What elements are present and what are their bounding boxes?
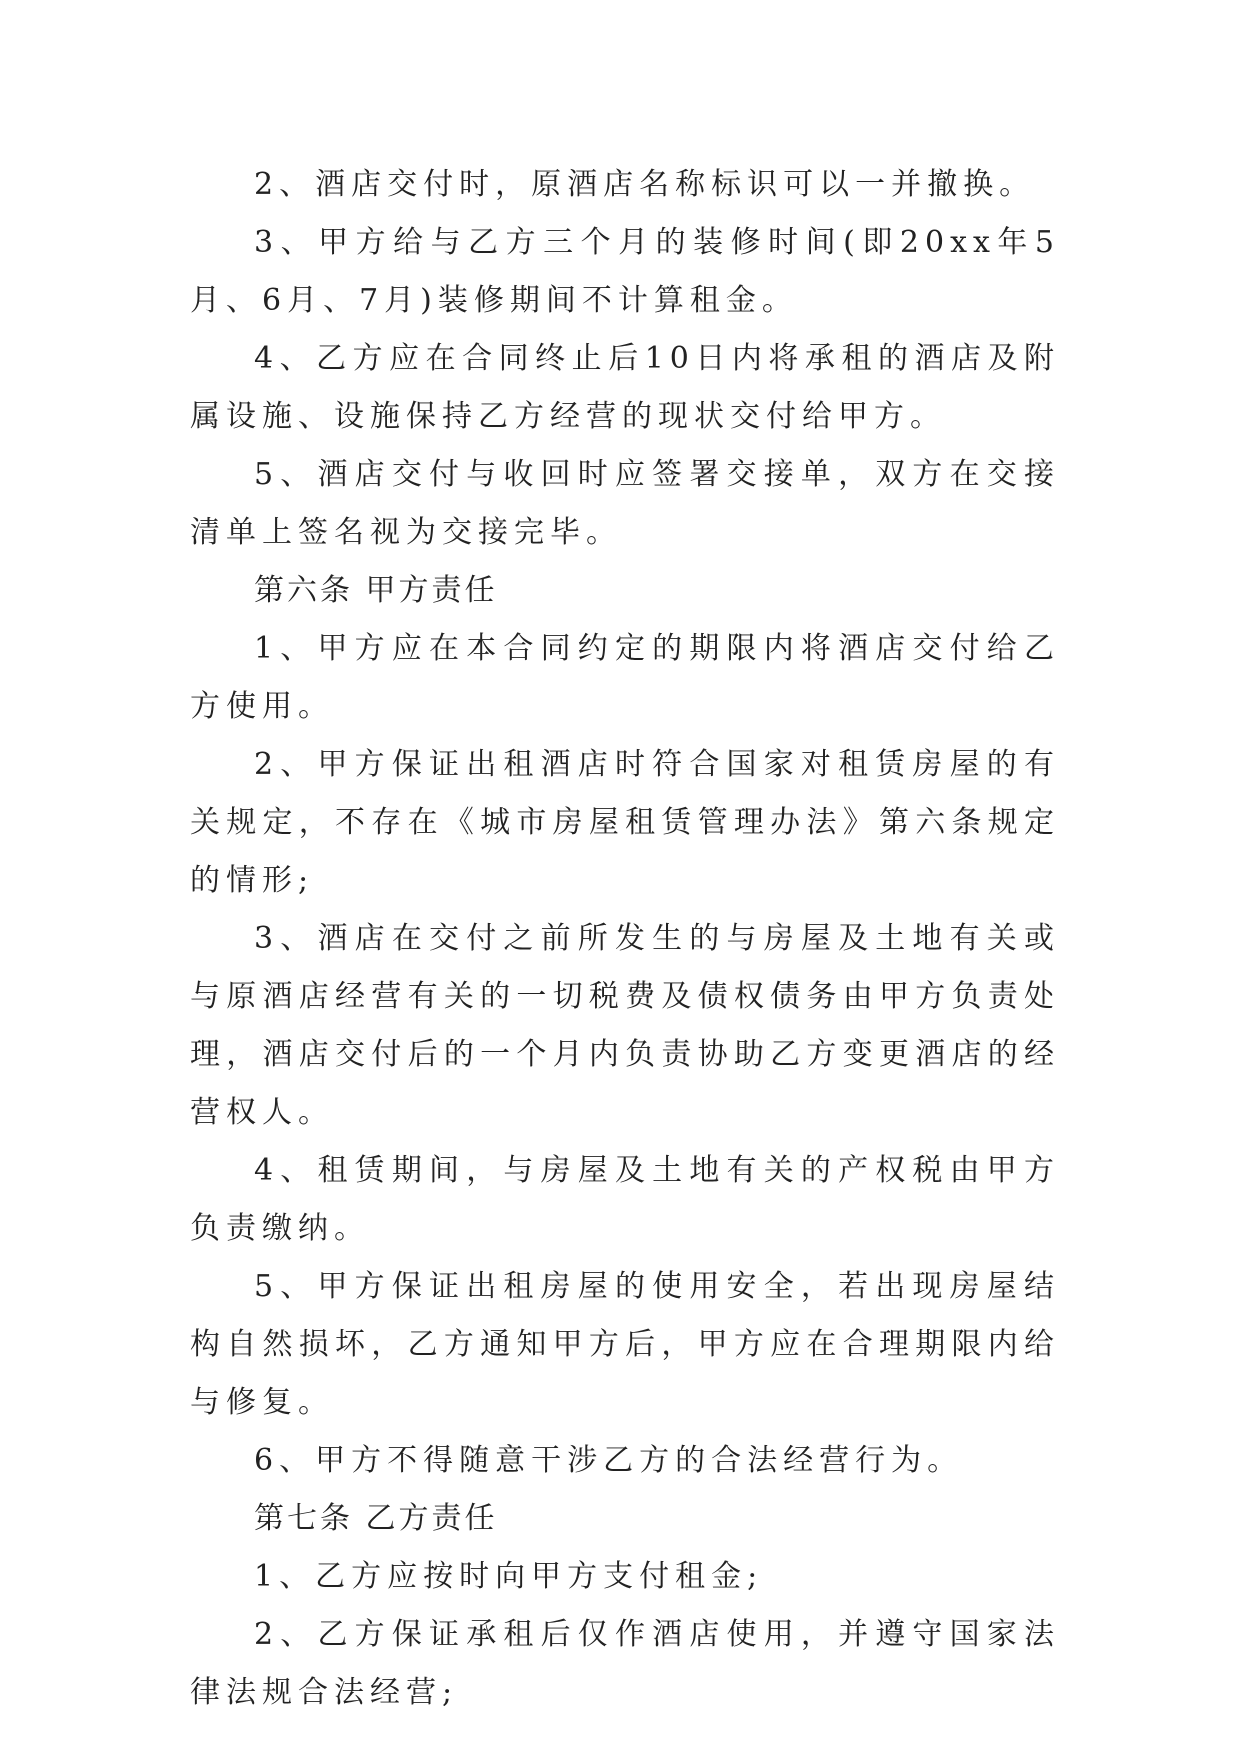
section-heading-article-7: 第七条 乙方责任 — [254, 1501, 498, 1536]
clause-item: 1、甲方应在本合同约定的期限内将酒店交付给乙方使用。 — [190, 631, 1060, 724]
section-heading-article-6: 第六条 甲方责任 — [254, 573, 498, 608]
clause-item: 1、乙方应按时向甲方支付租金; — [254, 1559, 764, 1594]
clause-item: 4、乙方应在合同终止后10日内将承租的酒店及附属设施、设施保持乙方经营的现状交付给甲方。 — [190, 341, 1060, 434]
clause-item: 2、甲方保证出租酒店时符合国家对租赁房屋的有关规定，不存在《城市房屋租赁管理办法》第六条规定的情形; — [190, 747, 1060, 898]
clause-item: 2、乙方保证承租后仅作酒店使用，并遵守国家法律法规合法经营; — [190, 1617, 1060, 1710]
clause-item: 2、酒店交付时，原酒店名称标识可以一并撤换。 — [254, 167, 1036, 202]
document-body — [190, 156, 1060, 1722]
clause-item: 4、租赁期间，与房屋及土地有关的产权税由甲方负责缴纳。 — [190, 1153, 1060, 1246]
clause-item: 6、甲方不得随意干涉乙方的合法经营行为。 — [254, 1443, 964, 1478]
clause-item: 5、酒店交付与收回时应签署交接单，双方在交接清单上签名视为交接完毕。 — [190, 457, 1060, 550]
clause-item: 3、酒店在交付之前所发生的与房屋及土地有关或与原酒店经营有关的一切税费及债权债务由甲方负责处理，酒店交付后的一个月内负责协助乙方变更酒店的经营权人。 — [190, 921, 1060, 1130]
clause-item: 5、甲方保证出租房屋的使用安全，若出现房屋结构自然损坏，乙方通知甲方后，甲方应在合理期限内给与修复。 — [190, 1269, 1060, 1420]
clause-item: 3、甲方给与乙方三个月的装修时间(即20xx年5月、6月、7月)装修期间不计算租金。 — [190, 225, 1060, 318]
